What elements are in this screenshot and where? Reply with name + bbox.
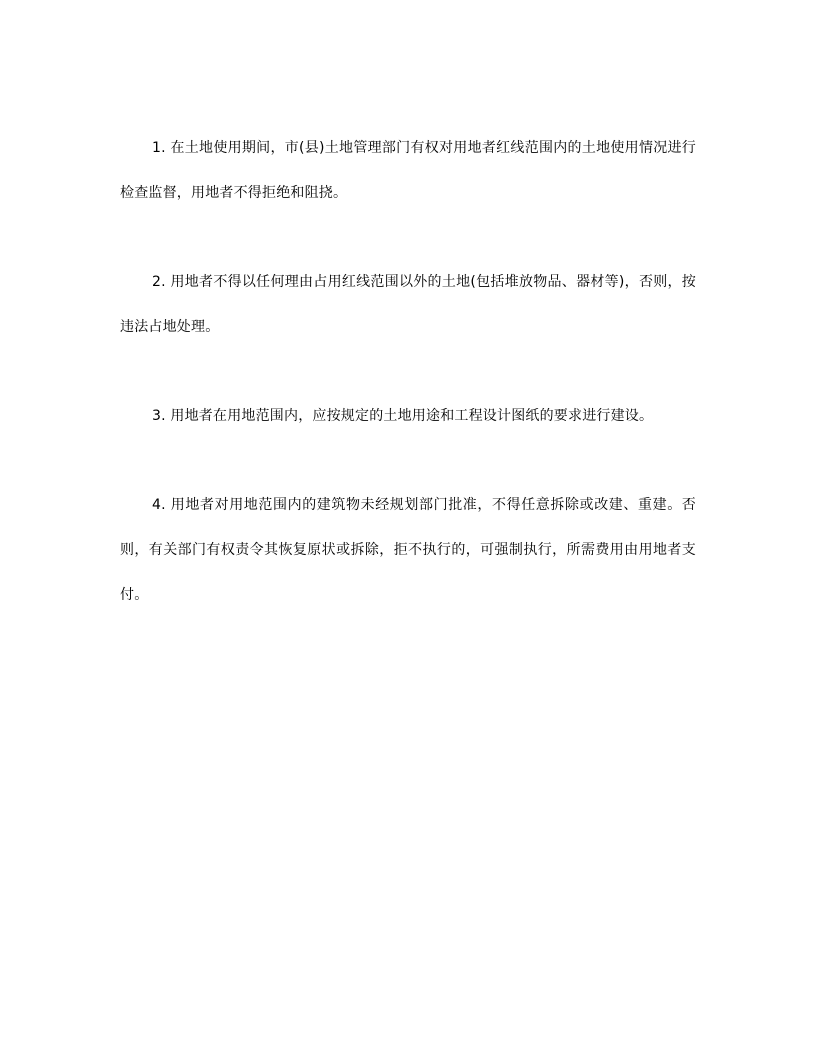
paragraph-4: 4. 用地者对用地范围内的建筑物未经规划部门批准，不得任意拆除或改建、重建。否则，有关部门有权责令其恢复原状或拆除，拒不执行的，可强制执行，所需费用由用地者支付。 — [120, 497, 696, 603]
paragraph-1: 1. 在土地使用期间，市(县)土地管理部门有权对用地者红线范围内的土地使用情况进行检查监督，用地者不得拒绝和阻挠。 — [120, 140, 696, 201]
document-body — [120, 126, 696, 618]
paragraph-3: 3. 用地者在用地范围内，应按规定的土地用途和工程设计图纸的要求进行建设。 — [152, 408, 654, 424]
paragraph-2: 2. 用地者不得以任何理由占用红线范围以外的土地(包括堆放物品、器材等)，否则，按违法占地处理。 — [120, 274, 696, 335]
